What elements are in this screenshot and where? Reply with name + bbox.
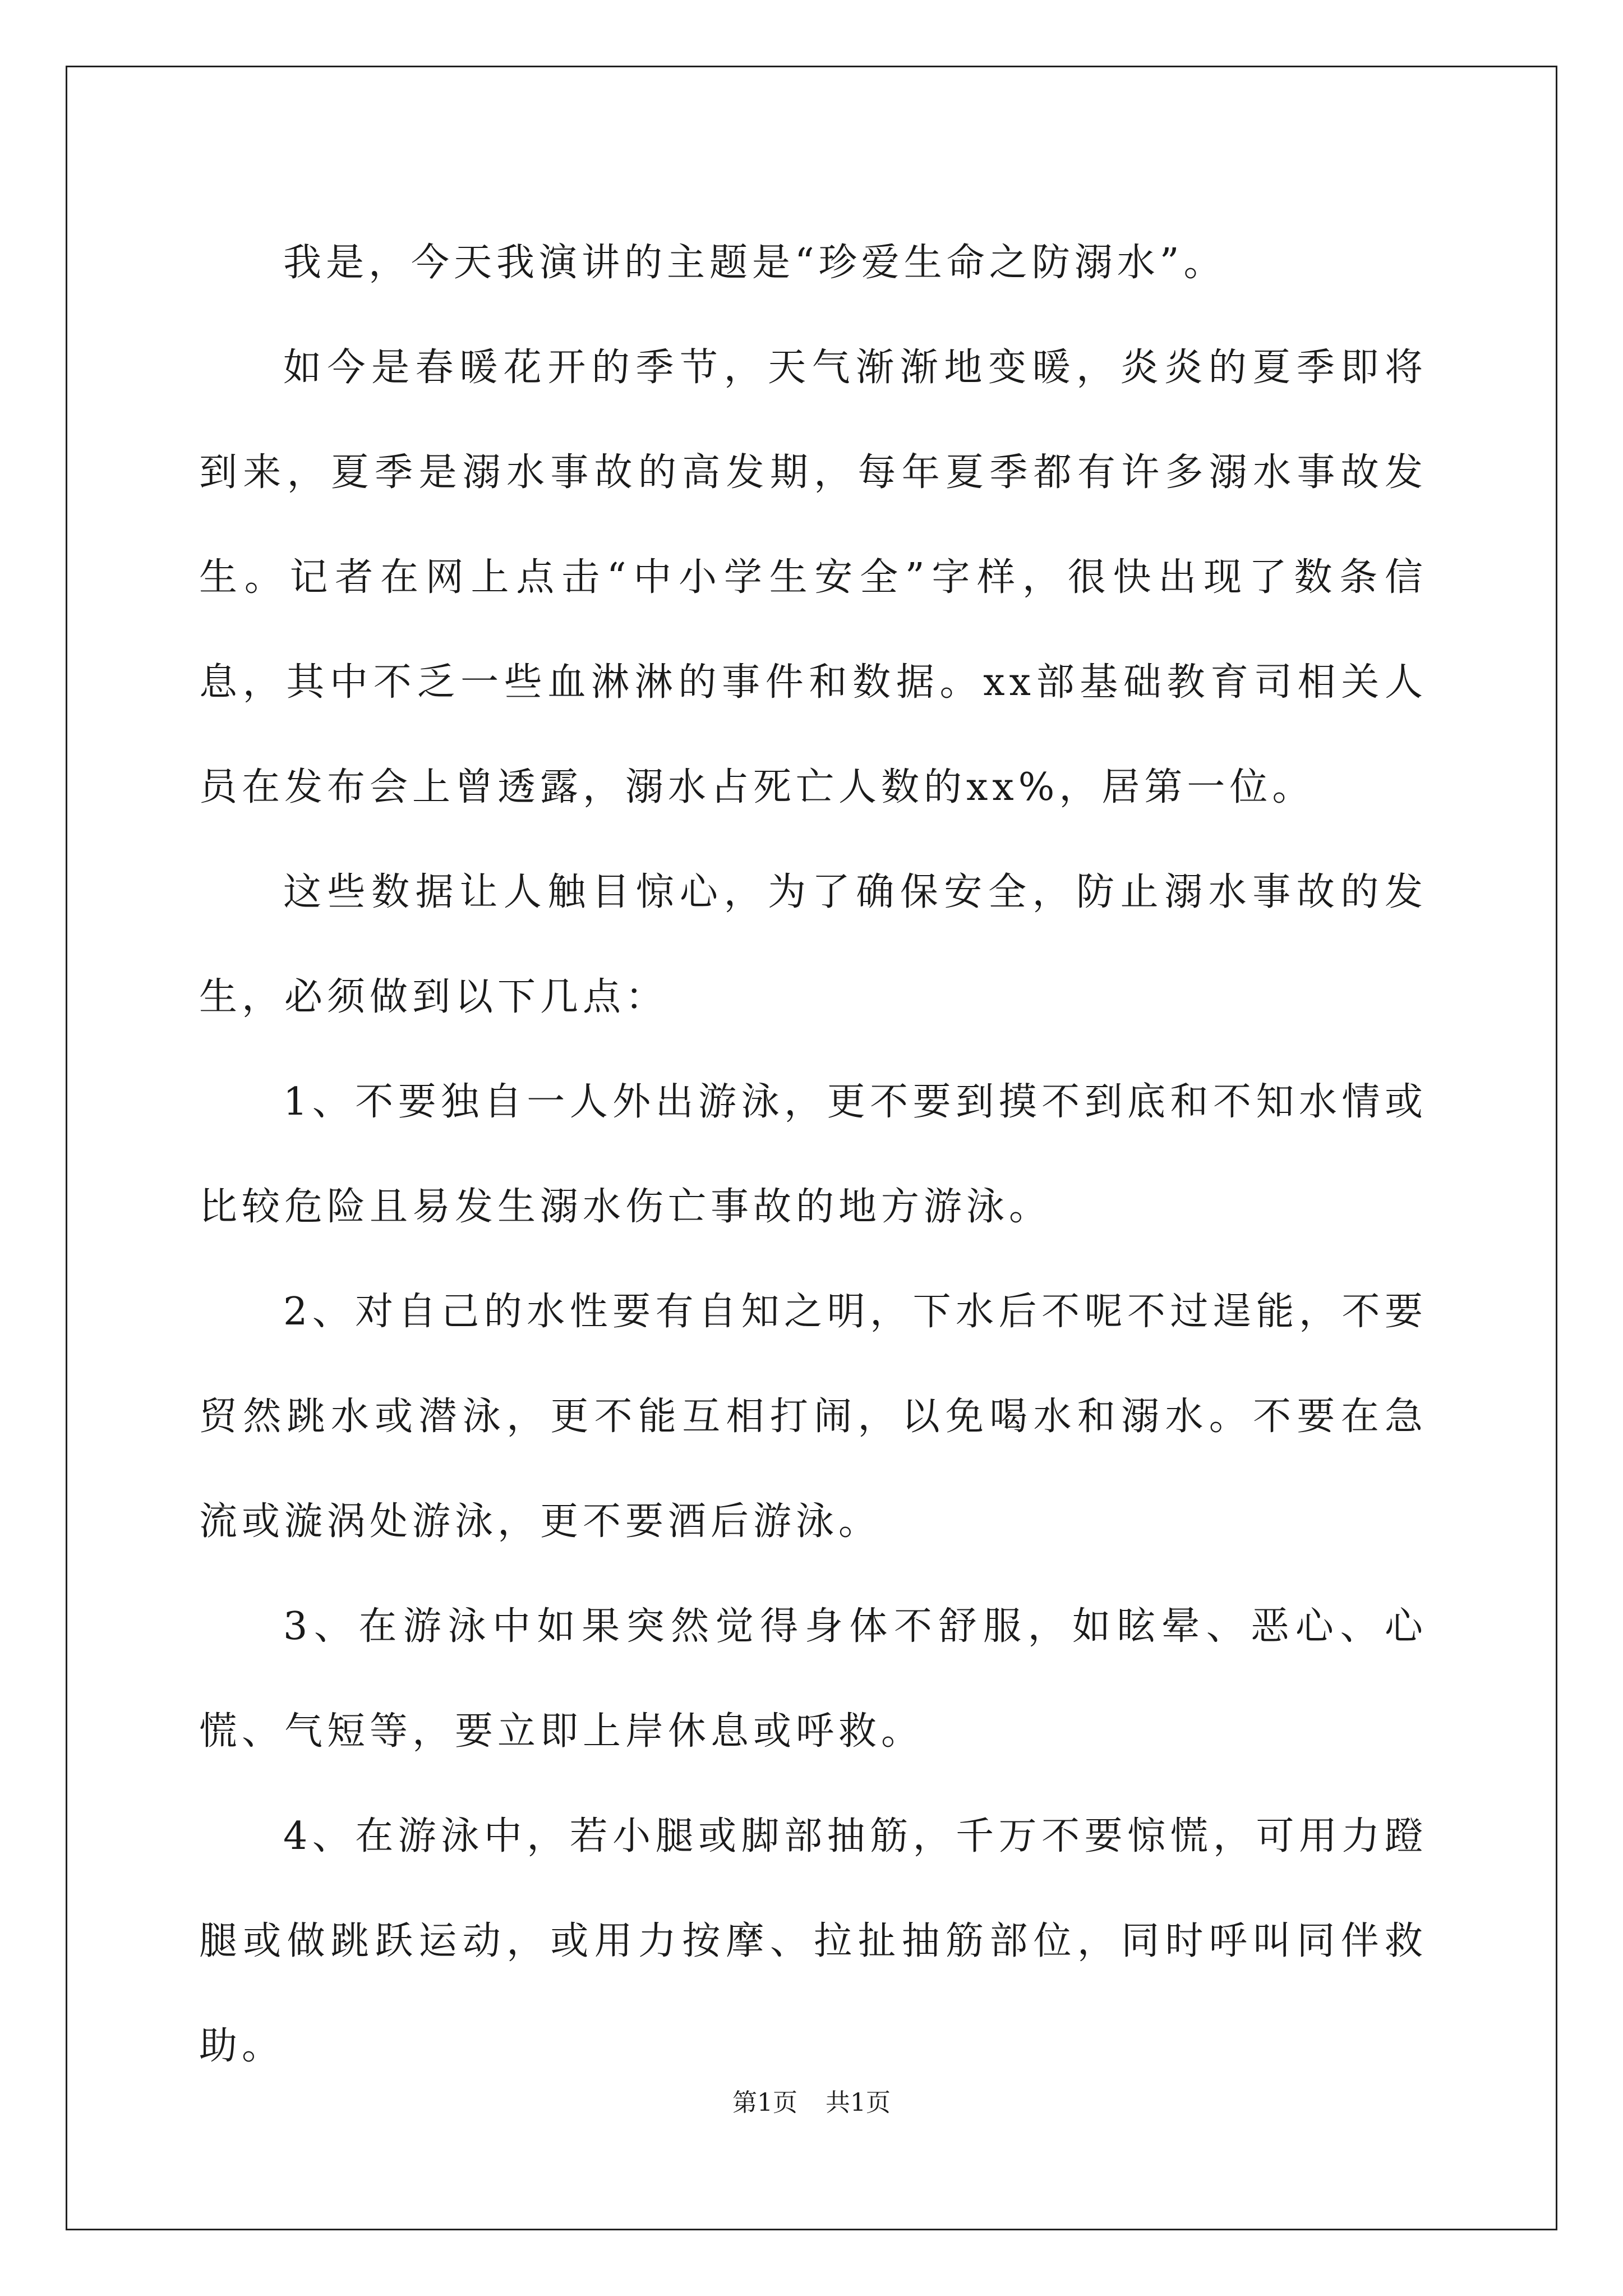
paragraph-point-1: 1、不要独自一人外出游泳，更不要到摸不到底和不知水情或比较危险且易发生溺水伤亡事故的地方游泳。 — [199, 1080, 1427, 1229]
paragraph-background: 如今是春暖花开的季节，天气渐渐地变暖，炎炎的夏季即将到来，夏季是溺水事故的高发期，每年夏季都有许多溺水事故发生。记者在网上点击“中小学生安全”字样，很快出现了数条信息，其中不乏一些血淋淋的事件和数据。xx部基础教育司相关人员在发布会上曾透露，溺水占死亡人数的xx%，居第一位。 — [199, 346, 1427, 809]
paragraph-lead-in: 这些数据让人触目惊心，为了确保安全，防止溺水事故的发生，必须做到以下几点： — [199, 870, 1427, 1019]
paragraph-point-2: 2、对自己的水性要有自知之明，下水后不呢不过逞能，不要贸然跳水或潜泳，更不能互相打闹，以免喝水和溺水。不要在急流或漩涡处游泳，更不要酒后游泳。 — [199, 1290, 1427, 1544]
page-total: 共1页 — [826, 2088, 891, 2117]
paragraph-point-3: 3、在游泳中如果突然觉得身体不舒服，如眩晕、恶心、心慌、气短等，要立即上岸休息或呼救。 — [199, 1604, 1427, 1754]
paragraph-intro: 我是，今天我演讲的主题是“珍爱生命之防溺水”。 — [283, 241, 1227, 285]
paragraph-point-4: 4、在游泳中，若小腿或脚部抽筋，千万不要惊慌，可用力蹬腿或做跳跃运动，或用力按摩、拉扯抽筋部位，同时呼叫同伴救助。 — [199, 1814, 1427, 2068]
page-footer — [0, 2082, 1623, 2118]
document-body — [199, 210, 1427, 2099]
page-number: 第1页 — [732, 2088, 797, 2117]
